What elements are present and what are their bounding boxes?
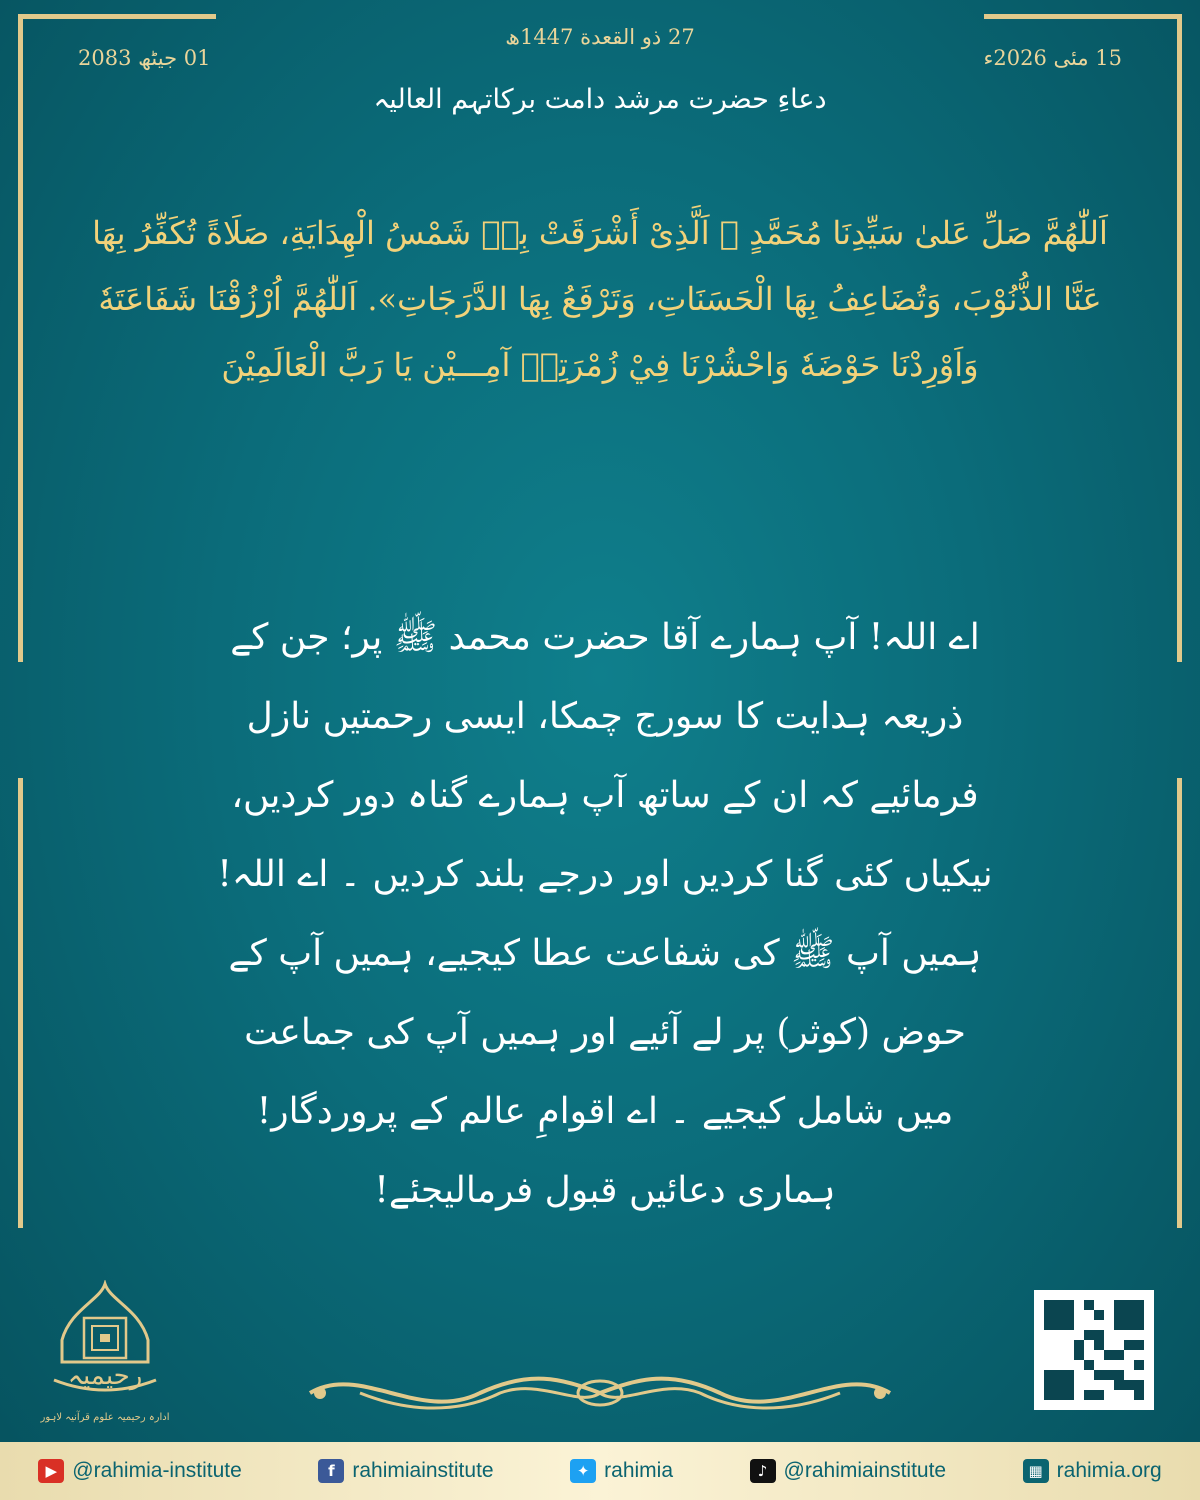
website-link[interactable] [1023, 1459, 1162, 1483]
tiktok-handle: @rahimiainstitute [783, 1459, 947, 1482]
qr-code[interactable] [1034, 1290, 1154, 1410]
facebook-handle: rahimiainstitute [352, 1459, 494, 1482]
social-footer [0, 1442, 1200, 1500]
hijri-date: 27 ذو القعدة 1447ھ [505, 25, 695, 49]
tiktok-icon: ♪ [750, 1459, 776, 1483]
urdu-translation-text: اے اللہ! آپ ہمارے آقا حضرت محمد ﷺ پر؛ جن کے ذریعہ ہدایت کا سورج چمکا، ایسی رحمتیں نازل فرمائیے کہ ان کے ساتھ آپ ہمارے گناہ دور کردیں، نیکیاں کئی گنا کردیں اور درجے بلند کردیں ۔ اے اللہ! ہمیں آپ ﷺ کی شفاعت عطا کیجیے، ہمیں آپ کے حوض (کوثر) پر لے آئیے اور ہمیں آپ کی جماعت میں شامل کیجیے ۔ اے اقوامِ عالم کے پروردگار! ہماری دعائیں قبول فرمالیجئے! [217, 617, 993, 1211]
frame-right-lower [1177, 778, 1182, 1228]
frame-left-lower [18, 778, 23, 1228]
logo-tagline: ادارہ رحیمیہ علوم قرآنیہ لاہور [40, 1412, 170, 1423]
facebook-icon: f [318, 1459, 344, 1483]
rahimia-logo [40, 1280, 170, 1430]
gold-ornament [300, 1368, 900, 1418]
website-url: rahimia.org [1056, 1459, 1162, 1482]
arabic-dua-text: اَللّٰهُمَّ صَلِّ عَلىٰ سَيِّدِنَا مُحَمَّدٍ ﷺ اَلَّذِىْ أَشْرَقَتْ بِهٖ شَمْسُ الْهِدَايَةِ، صَلَاةً تُكَفِّرُ بِهَا عَنَّا الذُّنُوْبَ، وَتُضَاعِفُ بِهَا الْحَسَنَاتِ، وَتَرْفَعُ بِهَا الدَّرَجَاتِ». اَللّٰهُمَّ اُرْزُقْنَا شَفَاعَتَهٗ وَاَوْرِدْنَا حَوْضَهٗ وَاحْشُرْنَا فِيْ زُمْرَتِهٖ آمِـــيْن يَا رَبَّ الْعَالَمِيْنَ [92, 214, 1108, 384]
tiktok-link[interactable] [750, 1459, 947, 1483]
bikrami-date: 01 جیٹھ 2083 [78, 46, 211, 70]
youtube-handle: @rahimia-institute [72, 1459, 242, 1482]
qr-icon: ▦ [1023, 1459, 1049, 1483]
youtube-icon: ▶ [38, 1459, 64, 1483]
gregorian-date: 15 مئی 2026ء [983, 46, 1122, 70]
dua-title: دعاءِ حضرت مرشد دامت برکاتہم العالیہ [373, 84, 827, 115]
rahimia-logo-emblem [40, 1280, 170, 1430]
twitter-handle: rahimia [604, 1459, 673, 1482]
frame-top-right [984, 14, 1182, 19]
qr-code-pattern [1034, 1290, 1154, 1410]
logo-brand-text: رحیمیہ [67, 1361, 143, 1391]
twitter-icon: ✦ [570, 1459, 596, 1483]
youtube-link[interactable] [38, 1459, 242, 1483]
twitter-link[interactable] [570, 1459, 673, 1483]
facebook-link[interactable] [318, 1459, 493, 1483]
frame-top-left [18, 14, 216, 19]
